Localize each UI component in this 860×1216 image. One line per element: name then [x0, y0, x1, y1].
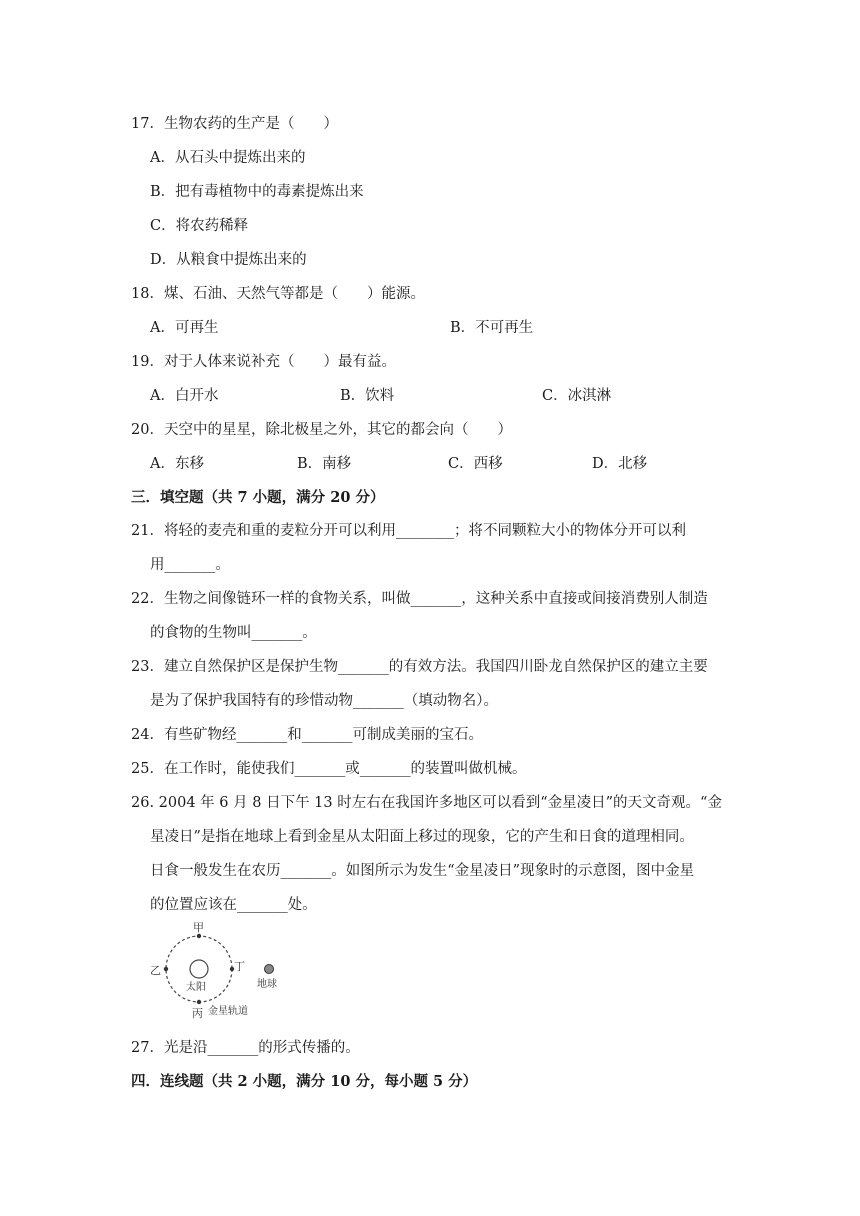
question-19-stem: 19．对于人体来说补充（ ）最有益。 — [131, 354, 396, 370]
label-ding: 丁 — [234, 960, 245, 973]
label-venus-orbit: 金星轨道 — [208, 1006, 248, 1017]
question-23-line-1: 23．建立自然保护区是保护生物_______的有效方法。我国四川卧龙自然保护区的建立主要 — [131, 659, 708, 675]
question-27-line-1: 27．光是沿_______的形式传播的。 — [131, 1040, 360, 1056]
label-earth: 地球 — [257, 979, 277, 990]
section-3-title: 三．填空题（共 7 小题，满分 20 分） — [131, 489, 385, 506]
question-20-option-a: A．东移 — [150, 456, 204, 472]
sun-circle — [190, 960, 208, 978]
label-jia: 甲 — [193, 921, 204, 934]
question-20-option-b: B．南移 — [297, 456, 352, 472]
question-20-option-d: D．北移 — [592, 456, 648, 472]
question-19-option-a: A．白开水 — [150, 388, 219, 404]
question-26-line-3: 日食一般发生在农历_______。如图所示为发生“金星凌日”现象时的示意图，图中金星 — [150, 863, 695, 879]
question-26-line-2: 星凌日”是指在地球上看到金星从太阳面上移过的现象，它的产生和日食的道理相同。 — [150, 829, 694, 845]
question-18-option-b: B．不可再生 — [450, 320, 534, 336]
question-18-stem: 18．煤、石油、天然气等都是（ ）能源。 — [131, 286, 425, 302]
position-jia-dot — [197, 934, 201, 938]
label-sun: 太阳 — [186, 982, 206, 993]
label-yi: 乙 — [150, 964, 161, 977]
question-24-line-1: 24．有些矿物经_______和_______可制成美丽的宝石。 — [131, 727, 483, 743]
question-17-option-c: C．将农药稀释 — [150, 218, 249, 234]
position-bing-dot — [197, 1000, 201, 1004]
question-26-line-4: 的位置应该在_______处。 — [150, 897, 317, 913]
question-23-line-2: 是为了保护我国特有的珍惜动物_______（填动物名）。 — [150, 693, 498, 709]
question-22-line-2: 的食物的生物叫_______。 — [150, 625, 317, 641]
question-17-stem: 17．生物农药的生产是（ ） — [131, 116, 338, 132]
question-17-option-b: B．把有毒植物中的毒素提炼出来 — [150, 184, 364, 200]
venus-transit-svg — [146, 918, 286, 1022]
question-21-line-1: 21．将轻的麦壳和重的麦粒分开可以利用________；将不同颗粒大小的物体分开可以利 — [131, 523, 686, 539]
question-18-option-a: A．可再生 — [150, 320, 219, 336]
question-20-option-c: C．西移 — [448, 456, 503, 472]
question-25-line-1: 25．在工作时，能使我们_______或_______的装置叫做机械。 — [131, 761, 527, 777]
question-17-option-a: A．从石头中提炼出来的 — [150, 150, 306, 166]
question-26-line-1: 26. 2004 年 6 月 8 日下午 13 时左右在我国许多地区可以看到“金星凌日”的天文奇观。“金 — [131, 795, 722, 811]
question-22-line-1: 22．生物之间像链环一样的食物关系，叫做_______，这种关系中直接或间接消费别人制造 — [131, 591, 708, 607]
position-yi-dot — [164, 967, 168, 971]
label-bing: 丙 — [192, 1007, 203, 1020]
question-21-line-2: 用_______。 — [150, 557, 230, 573]
question-20-stem: 20．天空中的星星，除北极星之外，其它的都会向（ ） — [131, 422, 512, 438]
question-17-option-d: D．从粮食中提炼出来的 — [150, 252, 307, 268]
question-19-option-b: B．饮料 — [340, 388, 395, 404]
venus-transit-diagram — [146, 918, 286, 1022]
earth-circle — [265, 965, 274, 974]
section-4-title: 四．连线题（共 2 小题，满分 10 分，每小题 5 分） — [131, 1073, 478, 1090]
question-19-option-c: C．冰淇淋 — [542, 388, 612, 404]
